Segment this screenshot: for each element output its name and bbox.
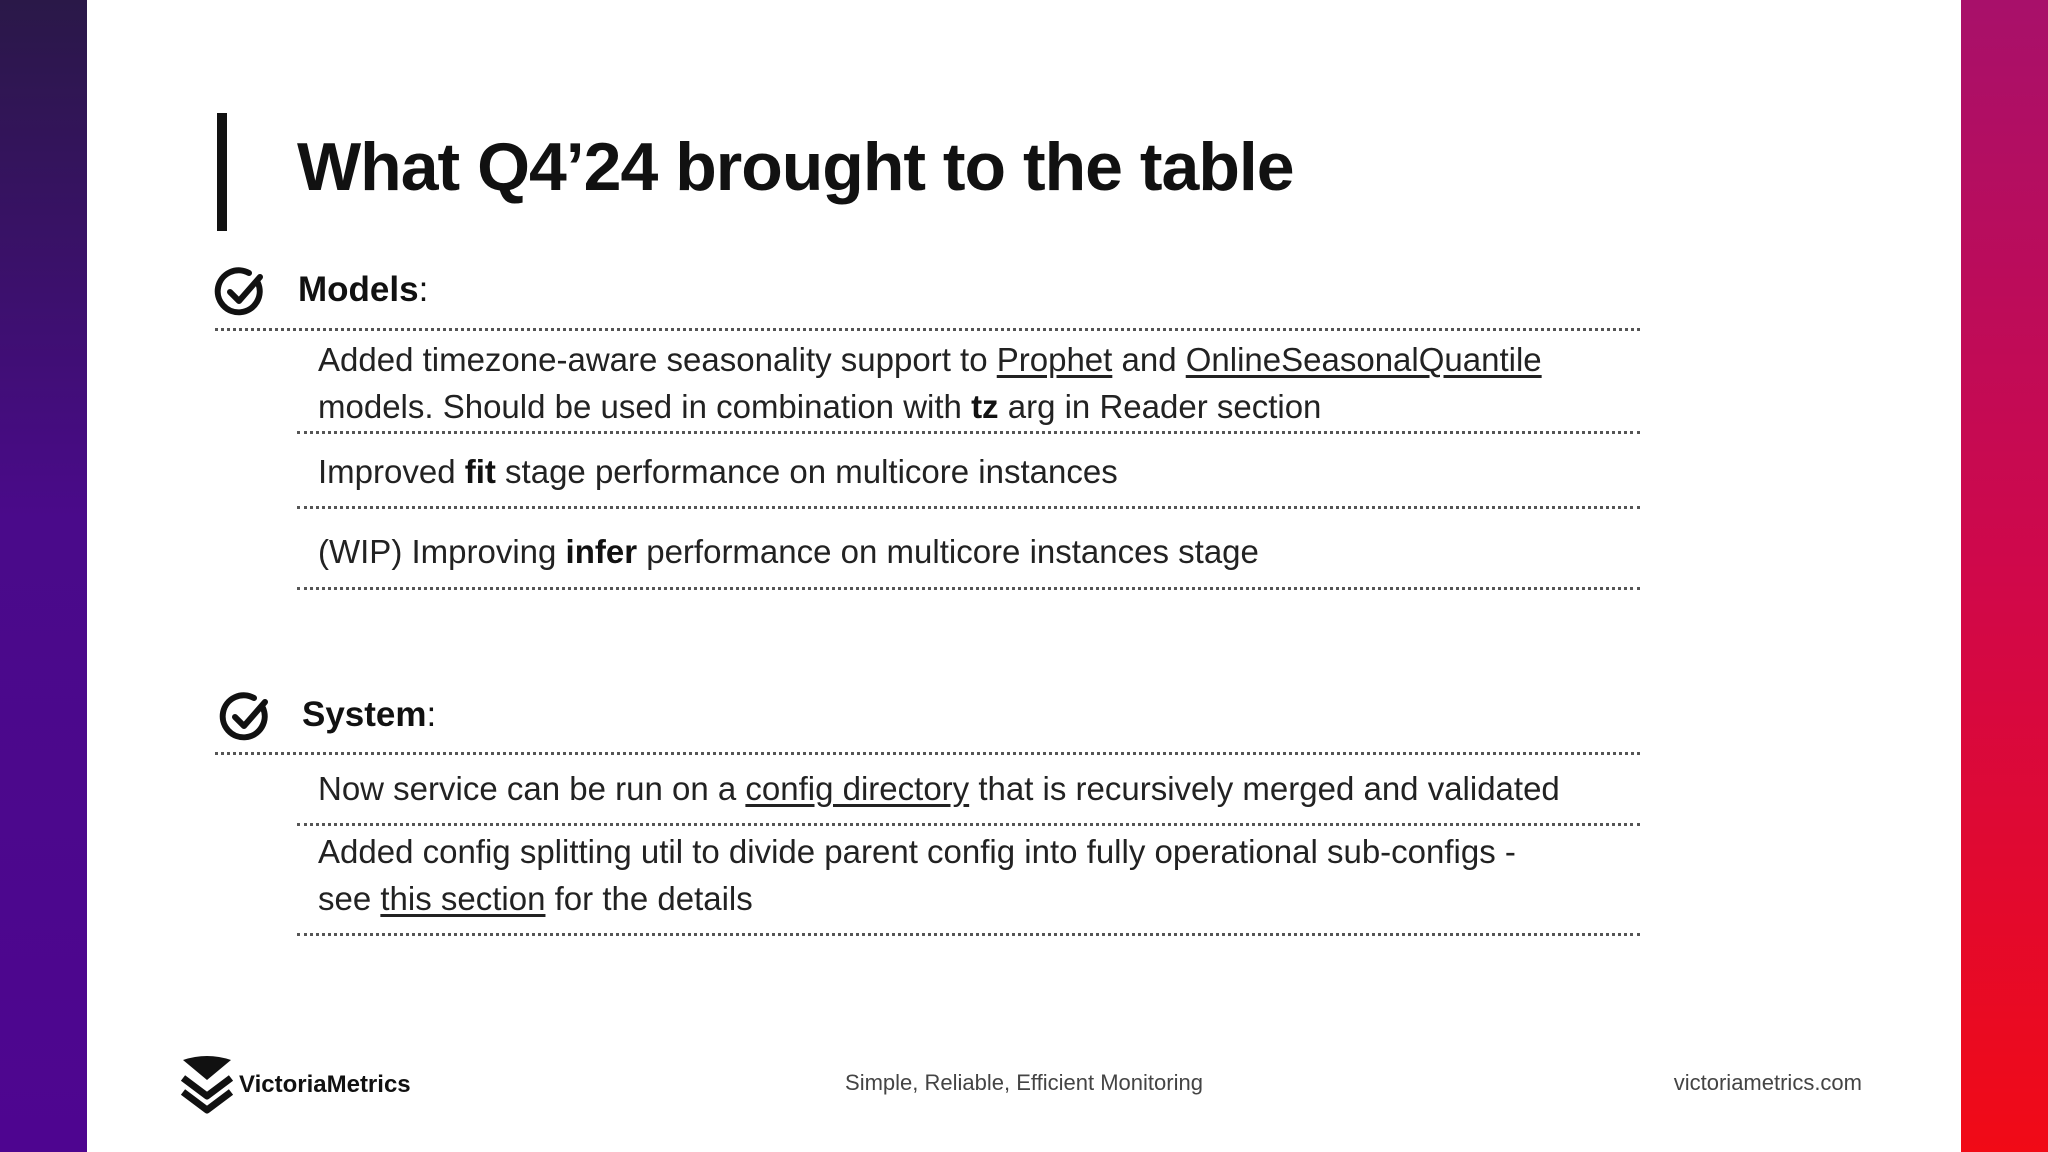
system-label: System xyxy=(302,695,427,734)
models-heading xyxy=(298,270,428,310)
online-seasonal-quantile-link[interactable]: OnlineSeasonalQuantile xyxy=(1185,341,1542,378)
divider xyxy=(297,823,1640,826)
brand-name: VictoriaMetrics xyxy=(239,1071,411,1098)
divider xyxy=(297,587,1640,590)
models-item-infer xyxy=(318,528,1658,575)
item-text: Added timezone-aware seasonality support to xyxy=(318,341,997,378)
footer-url[interactable]: victoriametrics.com xyxy=(1673,1070,1862,1095)
item-text: Now service can be run on a xyxy=(318,770,746,807)
models-colon: : xyxy=(418,270,429,309)
item-text: for the details xyxy=(545,880,753,917)
divider xyxy=(297,933,1640,936)
system-item-config-dir xyxy=(318,765,1658,812)
right-gradient-border xyxy=(1961,0,2048,1152)
check-circle-icon xyxy=(219,690,273,744)
item-text: stage performance on multicore instances xyxy=(495,453,1118,490)
models-label: Models xyxy=(298,270,419,309)
slide-content xyxy=(87,0,1961,1152)
item-text: (WIP) Improving xyxy=(318,533,566,570)
models-item-fit xyxy=(318,448,1658,495)
divider xyxy=(297,506,1640,509)
prophet-link[interactable]: Prophet xyxy=(996,341,1113,378)
item-text: arg in Reader section xyxy=(998,388,1322,425)
system-item-config-split xyxy=(318,828,1658,922)
divider xyxy=(215,752,1640,755)
check-circle-icon xyxy=(214,265,268,319)
item-text: Improved xyxy=(318,453,465,490)
item-text: see xyxy=(318,880,381,917)
config-directory-link[interactable]: config directory xyxy=(745,770,970,807)
item-text: and xyxy=(1112,341,1186,378)
infer-keyword: infer xyxy=(565,533,638,570)
slide-title: What Q4’24 brought to the table xyxy=(297,129,1294,205)
item-text: Added config splitting util to divide parent config into fully operational sub-configs - xyxy=(318,833,1516,870)
title-accent-bar xyxy=(217,113,227,231)
tz-keyword: tz xyxy=(971,388,999,425)
item-text: models. Should be used in combination with xyxy=(318,388,972,425)
item-text: that is recursively merged and validated xyxy=(969,770,1560,807)
footer-tagline: Simple, Reliable, Efficient Monitoring xyxy=(845,1070,1203,1095)
system-colon: : xyxy=(426,695,437,734)
left-gradient-border xyxy=(0,0,87,1152)
this-section-link[interactable]: this section xyxy=(380,880,546,917)
fit-keyword: fit xyxy=(464,453,496,490)
divider xyxy=(215,328,1640,331)
divider xyxy=(297,431,1640,434)
item-text: performance on multicore instances stage xyxy=(637,533,1259,570)
system-heading xyxy=(302,695,436,735)
models-item-timezone xyxy=(318,336,1658,430)
